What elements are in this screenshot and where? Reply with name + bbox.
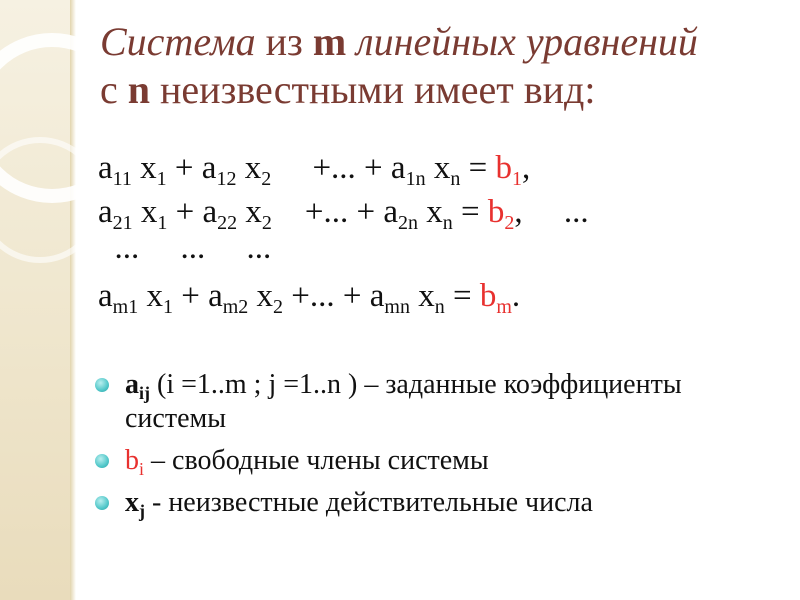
sub: m	[496, 296, 512, 318]
title-word: из	[255, 19, 313, 64]
bullet-icon	[95, 496, 109, 510]
coef: +... + a	[271, 194, 399, 230]
coef: a	[98, 150, 113, 186]
definition-text: (i =1..m ; j =1..n ) – заданные коэффициенты системы	[125, 369, 682, 434]
sub: n	[434, 296, 445, 318]
equals: =	[452, 194, 488, 230]
coef: + a	[172, 278, 223, 314]
bullet-icon	[95, 454, 109, 468]
sub: 2	[504, 212, 515, 234]
slide-title	[100, 18, 780, 114]
sub: 2	[261, 212, 272, 234]
coef: +... + a	[271, 150, 406, 186]
sub: m2	[222, 296, 249, 318]
equation-row-2	[98, 192, 758, 232]
var: x	[425, 150, 451, 186]
sub: n	[450, 168, 461, 190]
sub: 2	[261, 168, 272, 190]
title-word: Система	[100, 19, 256, 64]
equals: =	[460, 150, 496, 186]
equation-row-1	[98, 148, 758, 188]
equation-row-ellipsis: ... ... ...	[98, 230, 272, 266]
coef: + a	[167, 194, 218, 230]
sub: m1	[112, 296, 139, 318]
sub: 2n	[398, 212, 419, 234]
title-var-n: n	[127, 67, 151, 112]
var: x	[248, 278, 274, 314]
sub: 1n	[405, 168, 426, 190]
coef: a	[98, 194, 113, 230]
rhs-b: b	[495, 150, 512, 186]
sub: 1	[157, 212, 168, 234]
definitions-list	[95, 368, 775, 528]
title-word: с	[100, 67, 128, 112]
sub: i	[139, 459, 145, 479]
var: x	[132, 194, 158, 230]
coef: a	[98, 278, 113, 314]
rhs-b: b	[487, 194, 505, 230]
list-item	[95, 486, 775, 520]
title-space	[346, 19, 356, 64]
punct: ,	[521, 150, 531, 186]
symbol: x	[125, 487, 139, 518]
title-line-1	[100, 18, 780, 66]
var: x	[138, 278, 163, 314]
title-word: неизвестными имеет вид:	[150, 67, 596, 112]
symbol: a	[125, 369, 139, 400]
title-word: линейных уравнений	[356, 19, 698, 64]
sub: 11	[112, 168, 132, 190]
sub: 1	[156, 168, 167, 190]
title-line-2	[100, 66, 780, 114]
punct: , ...	[514, 194, 589, 230]
equals: =	[444, 278, 480, 314]
sub: j	[139, 501, 145, 521]
sub: 1	[162, 296, 173, 318]
sub: 1	[511, 168, 522, 190]
sub: 21	[112, 212, 133, 234]
sub: 12	[216, 168, 237, 190]
symbol: b	[125, 445, 139, 476]
var: x	[236, 150, 262, 186]
definition-text: - неизвестные действительные числа	[145, 487, 593, 518]
list-item	[95, 368, 775, 436]
var: x	[237, 194, 262, 230]
sub: 2	[273, 296, 284, 318]
list-item	[95, 444, 775, 478]
title-var-m: m	[312, 19, 347, 64]
equation-row-m	[98, 276, 758, 316]
sub: n	[442, 212, 453, 234]
var: x	[418, 194, 443, 230]
sub: ij	[139, 383, 150, 403]
var: x	[409, 278, 435, 314]
sub: 22	[217, 212, 238, 234]
rhs-b: b	[479, 278, 497, 314]
coef: +... + a	[283, 278, 385, 314]
punct: .	[511, 278, 521, 314]
var: x	[131, 150, 157, 186]
coef: + a	[166, 150, 217, 186]
sub: mn	[384, 296, 410, 318]
bullet-icon	[95, 378, 109, 392]
definition-text: – свободные члены системы	[144, 445, 489, 476]
